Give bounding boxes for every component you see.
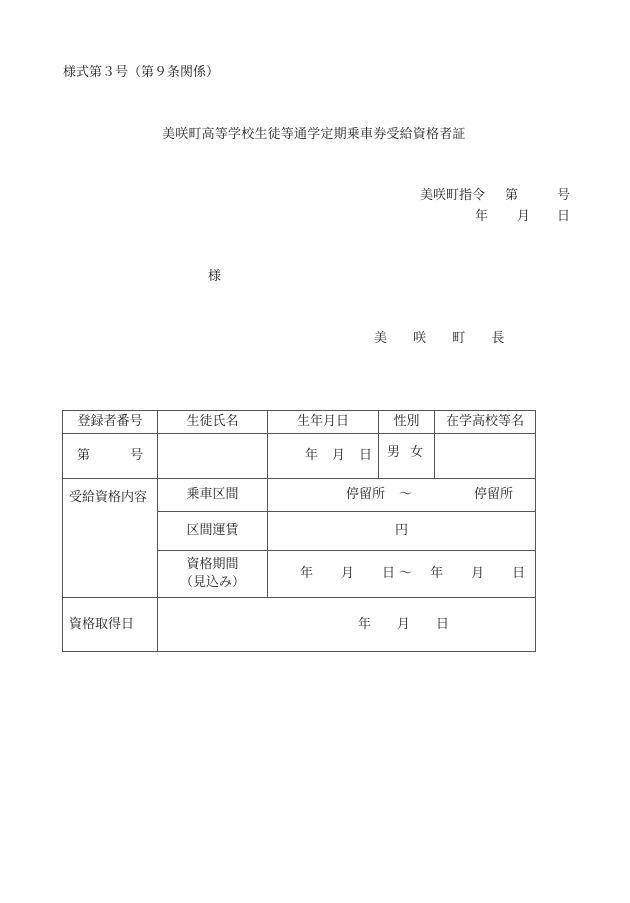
directive-date bbox=[420, 210, 570, 223]
period-from-day: 日 bbox=[382, 566, 396, 582]
route-row bbox=[63, 479, 536, 512]
directive-issuer-label: 美咲町指令 bbox=[420, 188, 486, 203]
certificate-table bbox=[62, 410, 536, 652]
period-from-month: 月 bbox=[341, 566, 355, 582]
route-to-stop: 停留所 bbox=[473, 487, 513, 503]
period-label bbox=[158, 551, 268, 598]
route-label: 乗車区間 bbox=[158, 479, 268, 512]
gender-female[interactable]: 女 bbox=[410, 445, 424, 460]
addressee-honorific: 様 bbox=[208, 269, 222, 284]
acquisition-month: 月 bbox=[397, 616, 411, 632]
acquisition-year: 年 bbox=[358, 616, 372, 632]
student-name-cell[interactable] bbox=[158, 434, 268, 479]
birth-day: 日 bbox=[358, 448, 372, 464]
document-title: 美咲町高等学校生徒等通学定期乗車券受給資格者証 bbox=[162, 127, 466, 142]
directive-day: 日 bbox=[557, 209, 571, 224]
period-label-line2: （見込み） bbox=[179, 575, 245, 590]
fare-label: 区間運賃 bbox=[158, 512, 268, 551]
reg-go: 号 bbox=[129, 448, 143, 464]
birth-month: 月 bbox=[331, 448, 345, 464]
header-student-name: 生徒氏名 bbox=[158, 411, 268, 434]
directive-month: 月 bbox=[517, 209, 531, 224]
registration-number-cell[interactable] bbox=[63, 434, 158, 479]
acquisition-label: 資格取得日 bbox=[63, 598, 158, 652]
gender-male[interactable]: 男 bbox=[387, 445, 401, 460]
period-from-year: 年 bbox=[300, 566, 314, 582]
reg-dai: 第 bbox=[77, 448, 91, 464]
birth-date-cell[interactable] bbox=[268, 434, 379, 479]
eligibility-label: 受給資格内容 bbox=[63, 479, 158, 598]
form-number: 様式第３号（第９条関係） bbox=[63, 65, 220, 80]
school-name-cell[interactable] bbox=[435, 434, 536, 479]
period-tilde: ～ bbox=[399, 566, 413, 582]
table-header-row bbox=[63, 411, 536, 434]
period-cell[interactable] bbox=[268, 551, 536, 598]
issuer-name: 美 咲 町 長 bbox=[374, 331, 516, 346]
acquisition-day: 日 bbox=[436, 616, 450, 632]
period-to-month: 月 bbox=[471, 566, 485, 582]
route-from-stop: 停留所 bbox=[345, 487, 385, 503]
directive-number bbox=[420, 189, 570, 202]
student-info-row bbox=[63, 434, 536, 479]
birth-year: 年 bbox=[304, 448, 318, 464]
header-birth-date: 生年月日 bbox=[268, 411, 379, 434]
period-label-line1: 資格期間 bbox=[186, 557, 239, 573]
header-gender: 性別 bbox=[379, 411, 435, 434]
fare-cell[interactable] bbox=[268, 512, 536, 551]
header-registration-number: 登録者番号 bbox=[63, 411, 158, 434]
directive-year: 年 bbox=[475, 209, 489, 224]
directive-go: 号 bbox=[557, 188, 571, 203]
fare-unit: 円 bbox=[394, 523, 408, 539]
route-tilde: ～ bbox=[398, 487, 412, 503]
gender-cell[interactable] bbox=[379, 434, 435, 479]
directive-dai: 第 bbox=[505, 188, 519, 203]
period-to-year: 年 bbox=[430, 566, 444, 582]
route-cell[interactable] bbox=[268, 479, 536, 512]
acquisition-row bbox=[63, 598, 536, 652]
header-school-name: 在学高校等名 bbox=[435, 411, 536, 434]
period-to-day: 日 bbox=[512, 566, 526, 582]
acquisition-date-cell[interactable] bbox=[158, 598, 536, 652]
